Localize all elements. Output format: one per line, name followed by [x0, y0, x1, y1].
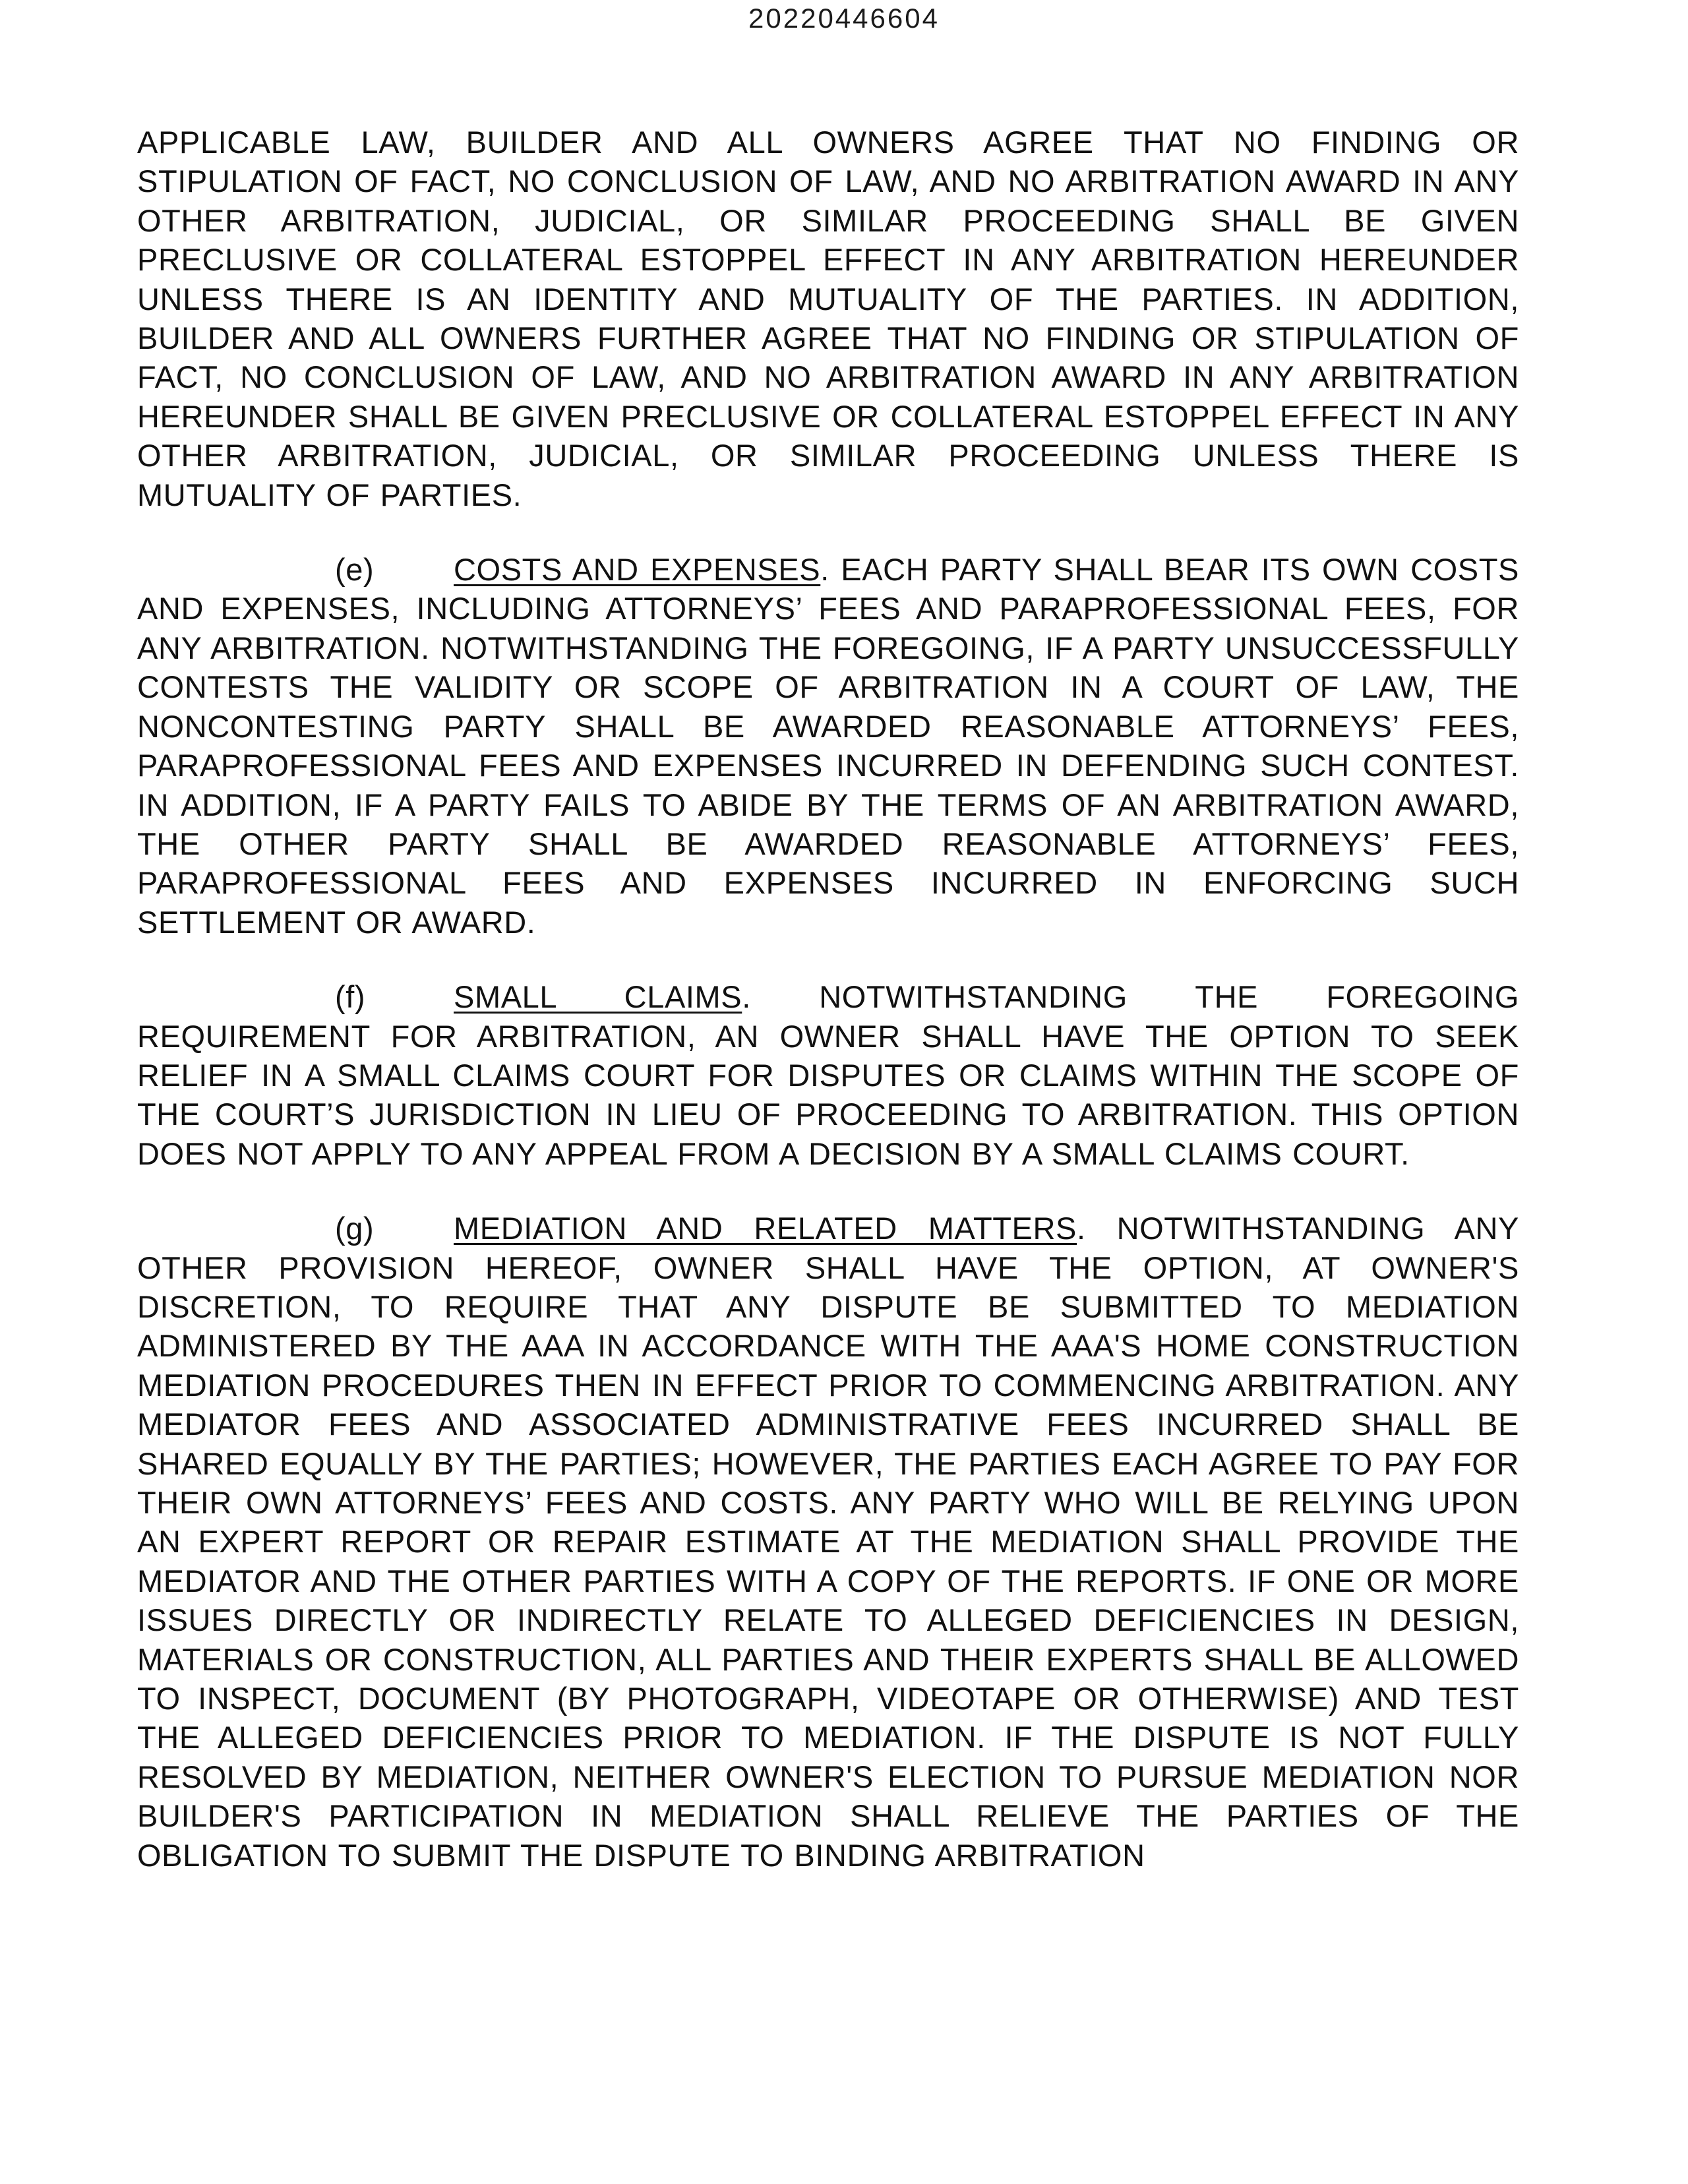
paragraph-marker: (e)	[335, 552, 375, 588]
paragraph-text: . NOTWITHSTANDING ANY OTHER PROVISION HEREOF, OWNER SHALL HAVE THE OPTION, AT OWNER'S DISCRETION, TO REQUIRE THAT ANY DISPUTE BE SUBMITTED TO MEDIATION ADMINISTERED BY THE AAA IN ACCORDANCE WITH THE AAA'S HOME CONSTRUCTION MEDIATION PROCEDURES THEN IN EFFECT PRIOR TO COMMENCING ARBITRATION. ANY MEDIATOR FEES AND ASSOCIATED ADMINISTRATIVE FEES INCURRED SHALL BE SHARED EQUALLY BY THE PARTIES; HOWEVER, THE PARTIES EACH AGREE TO PAY FOR THEIR OWN ATTORNEYS’ FEES AND COSTS. ANY PARTY WHO WILL BE RELYING UPON AN EXPERT REPORT OR REPAIR ESTIMATE AT THE MEDIATION SHALL PROVIDE THE MEDIATOR AND THE OTHER PARTIES WITH A COPY OF THE REPORTS. IF ONE OR MORE ISSUES DIRECTLY OR INDIRECTLY RELATE TO ALLEGED DEFICIENCIES IN DESIGN, MATERIALS OR CONSTRUCTION, ALL PARTIES AND THEIR EXPERTS SHALL BE ALLOWED TO INSPECT, DOCUMENT (BY PHOTOGRAPH, VIDEOTAPE OR OTHERWISE) AND TEST THE ALLEGED DEFICIENCIES PRIOR TO MEDIATION. IF THE DISPUTE IS NOT FULLY RESOLVED BY MEDIATION, NEITHER OWNER'S ELECTION TO PURSUE MEDIATION NOR BUILDER'S PARTICIPATION IN MEDIATION SHALL RELIEVE THE PARTIES OF THE OBLIGATION TO SUBMIT THE DISPUTE TO BINDING ARBITRATION	[137, 1211, 1519, 1873]
document-number: 20220446604	[748, 3, 940, 34]
paragraph-marker: (g)	[335, 1211, 375, 1246]
paragraph-continuation	[137, 123, 1519, 514]
paragraph-small-claims	[137, 977, 1519, 1173]
paragraph-heading: MEDIATION AND RELATED MATTERS	[454, 1211, 1077, 1246]
paragraph-marker: (f)	[335, 979, 366, 1015]
paragraph-heading: COSTS AND EXPENSES	[454, 552, 821, 588]
document-body	[137, 123, 1519, 1875]
paragraph-costs-and-expenses	[137, 550, 1519, 942]
paragraph-mediation	[137, 1209, 1519, 1875]
paragraph-text: . EACH PARTY SHALL BEAR ITS OWN COSTS AND EXPENSES, INCLUDING ATTORNEYS’ FEES AND PARAPROFESSIONAL FEES, FOR ANY ARBITRATION. NOTWITHSTANDING THE FOREGOING, IF A PARTY UNSUCCESSFULLY CONTESTS THE VALIDITY OR SCOPE OF ARBITRATION IN A COURT OF LAW, THE NONCONTESTING PARTY SHALL BE AWARDED REASONABLE ATTORNEYS’ FEES, PARAPROFESSIONAL FEES AND EXPENSES INCURRED IN DEFENDING SUCH CONTEST. IN ADDITION, IF A PARTY FAILS TO ABIDE BY THE TERMS OF AN ARBITRATION AWARD, THE OTHER PARTY SHALL BE AWARDED REASONABLE ATTORNEYS’ FEES, PARAPROFESSIONAL FEES AND EXPENSES INCURRED IN ENFORCING SUCH SETTLEMENT OR AWARD.	[137, 552, 1519, 940]
paragraph-text: APPLICABLE LAW, BUILDER AND ALL OWNERS AGREE THAT NO FINDING OR STIPULATION OF FACT, NO CONCLUSION OF LAW, AND NO ARBITRATION AWARD IN ANY OTHER ARBITRATION, JUDICIAL, OR SIMILAR PROCEEDING SHALL BE GIVEN PRECLUSIVE OR COLLATERAL ESTOPPEL EFFECT IN ANY ARBITRATION HEREUNDER UNLESS THERE IS AN IDENTITY AND MUTUALITY OF THE PARTIES. IN ADDITION, BUILDER AND ALL OWNERS FURTHER AGREE THAT NO FINDING OR STIPULATION OF FACT, NO CONCLUSION OF LAW, AND NO ARBITRATION AWARD IN ANY ARBITRATION HEREUNDER SHALL BE GIVEN PRECLUSIVE OR COLLATERAL ESTOPPEL EFFECT IN ANY OTHER ARBITRATION, JUDICIAL, OR SIMILAR PROCEEDING UNLESS THERE IS MUTUALITY OF PARTIES.	[137, 125, 1519, 512]
paragraph-heading: SMALL CLAIMS	[454, 979, 742, 1015]
paragraph-text: . NOTWITHSTANDING THE FOREGOING REQUIREMENT FOR ARBITRATION, AN OWNER SHALL HAVE THE OPTION TO SEEK RELIEF IN A SMALL CLAIMS COURT FOR DISPUTES OR CLAIMS WITHIN THE SCOPE OF THE COURT’S JURISDICTION IN LIEU OF PROCEEDING TO ARBITRATION. THIS OPTION DOES NOT APPLY TO ANY APPEAL FROM A DECISION BY A SMALL CLAIMS COURT.	[137, 979, 1519, 1171]
